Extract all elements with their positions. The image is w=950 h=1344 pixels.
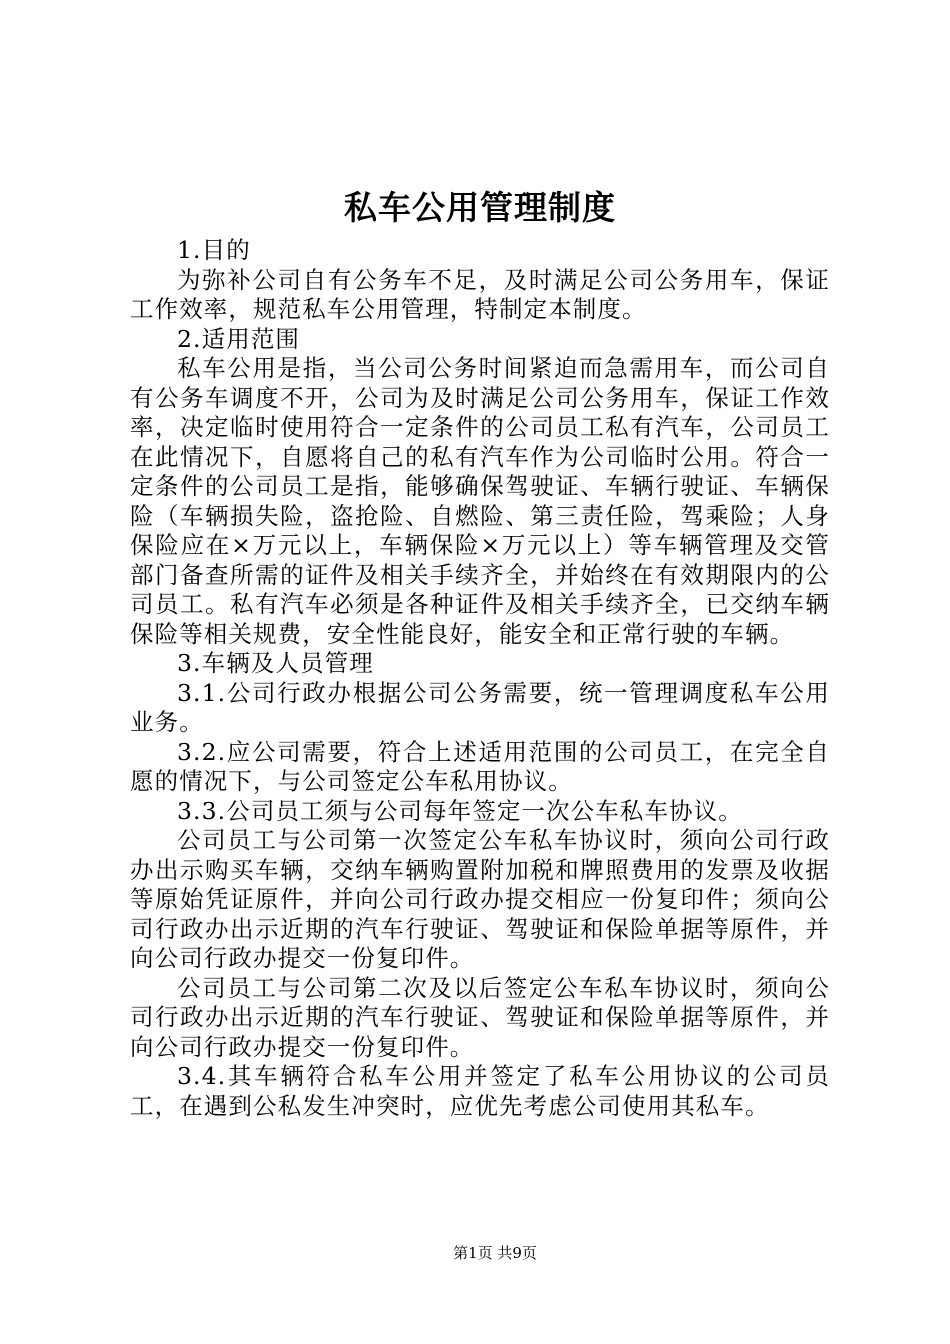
page-footer: 第1页 共9页 (453, 1244, 537, 1262)
paragraph-scope: 私车公用是指，当公司公务时间紧迫而急需用车，而公司自有公务车调度不开，公司为及时满足公司公务用车，保证工作效率，决定临时使用符合一定条件的公司员工私有汽车，公司员工在此情况下，自愿将自己的私有汽车作为公司临时公用。符合一定条件的公司员工是指，能够确保驾驶证、车辆行驶证、车辆保险（车辆损失险，盗抢险、自燃险、第三责任险，驾乘险；人身保险应在×万元以上，车辆保险×万元以上）等车辆管理及交管部门备查所需的证件及相关手续齐全，并始终在有效期限内的公司员工。私有汽车必须是各种证件及相关手续齐全，已交纳车辆保险等相关规费，安全性能良好，能安全和正常行驶的车辆。 (130, 354, 830, 648)
document-title: 私车公用管理制度 (344, 188, 616, 227)
clause-3-3: 3.3.公司员工须与公司每年签定一次公车私车协议。 (177, 796, 743, 825)
section-heading-management: 3.车辆及人员管理 (177, 649, 374, 677)
clause-3-4: 3.4.其车辆符合私车公用并签定了私车公用协议的公司员工，在遇到公私发生冲突时，应优先考虑公司使用其私车。 (130, 1062, 830, 1120)
paragraph-first-agreement: 公司员工与公司第一次签定公车私车协议时，须向公司行政办出示购买车辆，交纳车辆购置附加税和牌照费用的发票及收据等原始凭证原件，并向公司行政办提交相应一份复印件；须向公司行政办出示近期的汽车行驶证、驾驶证和保险单据等原件，并向公司行政办提交一份复印件。 (130, 826, 830, 972)
section-heading-scope: 2.适用范围 (177, 324, 301, 353)
section-heading-purpose: 1.目的 (177, 236, 251, 264)
document-body (130, 236, 830, 1121)
paragraph-subsequent-agreement: 公司员工与公司第二次及以后签定公车私车协议时，须向公司行政办出示近期的汽车行驶证、驾驶证和保险单据等原件，并向公司行政办提交一份复印件。 (130, 973, 830, 1061)
clause-3-2: 3.2.应公司需要，符合上述适用范围的公司员工，在完全自愿的情况下，与公司签定公车私用协议。 (130, 737, 830, 795)
paragraph-purpose: 为弥补公司自有公务车不足，及时满足公司公务用车，保证工作效率，规范私车公用管理，特制定本制度。 (130, 265, 830, 323)
clause-3-1: 3.1.公司行政办根据公司公务需要，统一管理调度私车公用业务。 (130, 678, 830, 736)
